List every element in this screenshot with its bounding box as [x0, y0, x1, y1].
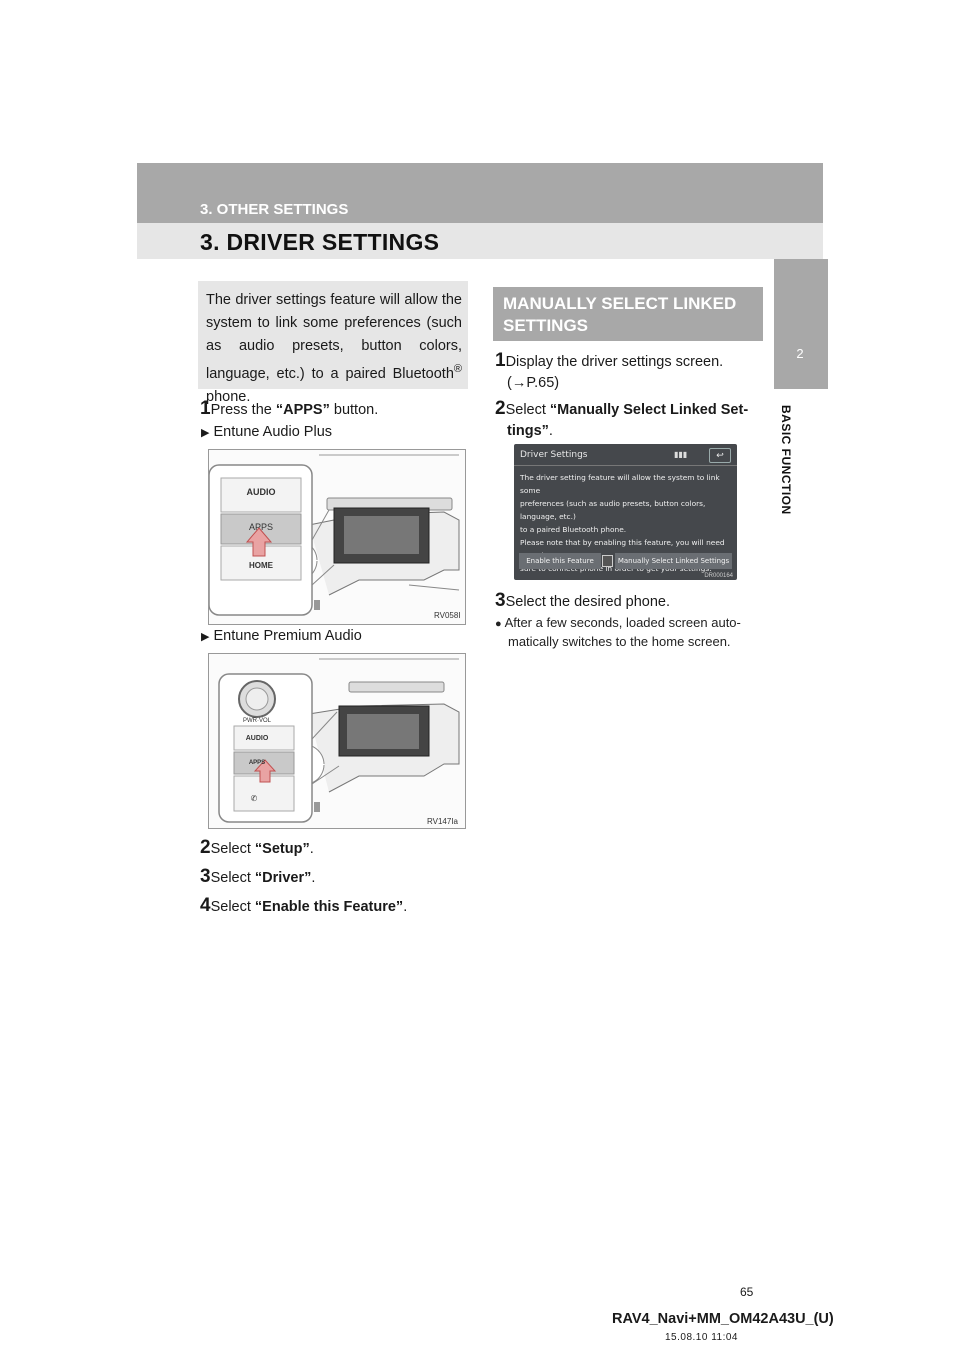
- back-button[interactable]: [709, 448, 731, 463]
- chapter-tab-label: BASIC FUNCTION: [779, 405, 793, 515]
- driver-settings-screen: [514, 444, 737, 580]
- chapter-tab-number: 2: [796, 346, 804, 361]
- enable-checkbox[interactable]: [602, 555, 613, 567]
- signal-icon: ▮▮▮: [674, 450, 688, 459]
- screen-divider: [514, 465, 737, 466]
- option-entune-premium-audio: ▶ Entune Premium Audio: [201, 628, 362, 644]
- left-step-3: 3Select “Driver”.: [200, 866, 316, 887]
- dashboard-illustration-1: [209, 450, 465, 624]
- screen-title: Driver Settings: [520, 450, 588, 460]
- manual-linked-heading: MANUALLY SELECT LINKED SETTINGS: [493, 287, 763, 339]
- left-step-2: 2Select “Setup”.: [200, 837, 314, 858]
- arrow-right-icon: ▶: [201, 631, 210, 643]
- svg-text:PWR·VOL: PWR·VOL: [242, 718, 272, 724]
- screen-code: DR000164: [704, 573, 733, 579]
- illustration-code-1: RV058I: [434, 611, 461, 620]
- left-step-1: 1Press the “APPS” button.: [200, 398, 379, 419]
- illustration-code-2: RV147Ia: [427, 817, 458, 826]
- right-step-2: 2Select “Manually Select Linked Set- tings”.: [495, 398, 749, 439]
- right-step-3: 3Select the desired phone.: [495, 590, 671, 611]
- svg-text:APPS: APPS: [248, 522, 274, 532]
- note-auto-switch: ● After a few seconds, loaded screen auto- matically switches to the home screen.: [495, 615, 741, 649]
- back-arrow-icon: ↩: [716, 450, 724, 460]
- illustration-audio-plus: [208, 449, 466, 625]
- right-step-1: 1Display the driver settings screen. (→P.65): [495, 350, 724, 391]
- svg-text:APPS: APPS: [248, 760, 266, 766]
- section-label: 3. OTHER SETTINGS: [200, 201, 349, 218]
- manual-model-code: RAV4_Navi+MM_OM42A43U_(U): [612, 1311, 834, 1327]
- svg-text:HOME: HOME: [249, 561, 273, 570]
- left-step-4: 4Select “Enable this Feature”.: [200, 895, 408, 916]
- page-number: 65: [740, 1285, 754, 1299]
- illustration-premium-audio: [208, 653, 466, 829]
- phone-icon: ✆: [250, 794, 258, 803]
- screen-description: The driver setting feature will allow the system to link some preferences (such as audio presets, button colors, language, etc.) to a paired Bluetooth phone. Please note that by enabling this feature, you will need in: [520, 473, 725, 573]
- page-title: 3. DRIVER SETTINGS: [200, 229, 440, 255]
- option-entune-audio-plus: ▶ Entune Audio Plus: [201, 424, 333, 440]
- intro-box: The driver settings feature will allow the system to link some preferences (such as audio presets, button colors, language, etc.) to a paired Bluetooth® phone.: [198, 281, 468, 389]
- enable-feature-button[interactable]: Enable this Feature: [519, 553, 601, 569]
- dashboard-illustration-2: [209, 654, 465, 828]
- registered-mark: ®: [453, 363, 462, 375]
- arrow-right-icon: ▶: [201, 427, 210, 439]
- svg-text:AUDIO: AUDIO: [245, 735, 269, 742]
- bullet-icon: ●: [495, 618, 502, 630]
- heading-underline: [493, 339, 763, 341]
- chapter-tab: [774, 259, 828, 389]
- manually-select-button[interactable]: Manually Select Linked Settings: [615, 553, 732, 569]
- print-date: 15.08.10 11:04: [665, 1332, 738, 1343]
- svg-text:AUDIO: AUDIO: [246, 487, 276, 497]
